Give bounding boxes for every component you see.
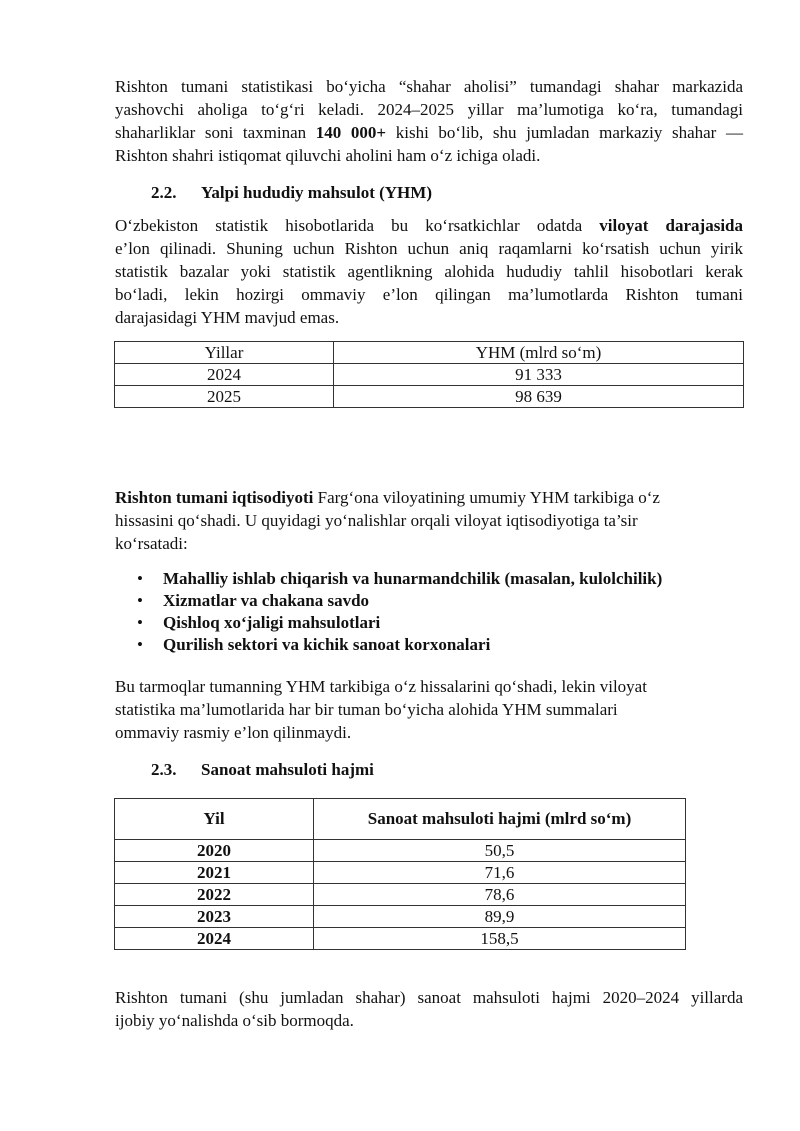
text-line: ommaviy rasmiy e’lon qilinmaydi. xyxy=(115,723,352,742)
table-row xyxy=(115,862,686,884)
text-line: e’lon qilinadi. Shuning uchun Rishton uchun aniq raqamlarni ko‘rsatish uchun yirik xyxy=(115,239,743,258)
table-header-cell: Sanoat mahsuloti hajmi (mlrd so‘m) xyxy=(314,799,686,840)
table-cell-value: 98 639 xyxy=(334,386,744,408)
text-line: yashovchi aholiga to‘g‘ri keladi. 2024–2025 yillar ma’lumotiga ko‘ra, tumandagi xyxy=(115,100,743,119)
text-line xyxy=(115,486,743,509)
text-line xyxy=(115,121,743,144)
table-header-cell: YHM (mlrd so‘m) xyxy=(334,342,744,364)
table-cell-value: 50,5 xyxy=(314,840,686,862)
text-line: Bu tarmoqlar tumanning YHM tarkibiga o‘z hissalarini qo‘shadi, lekin viloyat xyxy=(115,677,647,696)
section-heading-2-2 xyxy=(151,181,432,204)
table-row xyxy=(115,364,744,386)
ghp-paragraph xyxy=(115,214,743,329)
section-number: 2.3. xyxy=(151,760,177,779)
list-item xyxy=(115,568,662,590)
table-cell-year: 2024 xyxy=(115,928,314,950)
text-line: darajasidagi YHM mavjud emas. xyxy=(115,308,340,327)
table-row xyxy=(115,386,744,408)
list-item xyxy=(115,634,662,656)
section-number: 2.2. xyxy=(151,183,177,202)
text-line: hissasini qo‘shadi. U quyidagi yo‘nalishlar orqali viloyat iqtisodiyotiga ta’sir xyxy=(115,511,638,530)
text-segment: shaharliklar soni taxminan xyxy=(115,123,316,142)
table-cell-year: 2025 xyxy=(115,386,334,408)
industrial-output-table xyxy=(114,798,686,950)
list-item-text: Xizmatlar va chakana savdo xyxy=(163,591,370,610)
list-item-text: Qishloq xo‘jaligi mahsulotlari xyxy=(163,613,381,632)
section-title: Sanoat mahsuloti hajmi xyxy=(201,760,374,779)
bullet-icon: • xyxy=(137,635,143,654)
table-cell-year: 2022 xyxy=(115,884,314,906)
bullet-icon: • xyxy=(137,569,143,588)
table-header-cell: Yil xyxy=(115,799,314,840)
ghp-table xyxy=(114,341,744,408)
text-segment: kishi bo‘lib, shu jumladan markaziy shahar — xyxy=(386,123,743,142)
section-title: Yalpi hududiy mahsulot (YHM) xyxy=(201,183,432,202)
bold-phrase: viloyat darajasida xyxy=(599,216,743,235)
list-item xyxy=(115,590,662,612)
text-line: ijobiy yo‘nalishda o‘sib bormoqda. xyxy=(115,1011,354,1030)
list-item-text: Qurilish sektori va kichik sanoat korxonalari xyxy=(163,635,491,654)
table-header-cell: Yillar xyxy=(115,342,334,364)
table-header-row xyxy=(115,799,686,840)
text-segment: O‘zbekiston statistik hisobotlarida bu ko‘rsatkichlar odatda xyxy=(115,216,600,235)
table-cell-year: 2024 xyxy=(115,364,334,386)
economy-paragraph xyxy=(115,486,743,555)
bold-phrase: Rishton tumani iqtisodiyoti xyxy=(115,488,314,507)
text-line: Rishton tumani statistikasi bo‘yicha “shahar aholisi” tumandagi shahar markazida xyxy=(115,77,743,96)
sector-list xyxy=(115,568,662,656)
table-cell-year: 2021 xyxy=(115,862,314,884)
text-line: Rishton tumani (shu jumladan shahar) sanoat mahsuloti hajmi 2020–2024 yillarda xyxy=(115,988,743,1007)
table-cell-value: 71,6 xyxy=(314,862,686,884)
table-header-row xyxy=(115,342,744,364)
list-item xyxy=(115,612,662,634)
text-line xyxy=(115,214,743,237)
bullet-icon: • xyxy=(137,591,143,610)
bullet-icon: • xyxy=(137,613,143,632)
text-line: Rishton shahri istiqomat qiluvchi aholini ham o‘z ichiga oladi. xyxy=(115,146,541,165)
section-heading-2-3 xyxy=(151,758,374,781)
list-item-text: Mahalliy ishlab chiqarish va hunarmandchilik (masalan, kulolchilik) xyxy=(163,569,663,588)
table-cell-year: 2020 xyxy=(115,840,314,862)
text-line: ko‘rsatadi: xyxy=(115,534,188,553)
table-cell-value: 158,5 xyxy=(314,928,686,950)
table-row xyxy=(115,884,686,906)
text-segment: Farg‘ona viloyatining umumiy YHM tarkibiga o‘z xyxy=(313,488,660,507)
population-paragraph xyxy=(115,75,743,167)
table-cell-value: 89,9 xyxy=(314,906,686,928)
statistics-paragraph xyxy=(115,675,743,744)
text-line: statistik bazalar yoki statistik agentlikning alohida hududiy tahlil hisobotlari kerak xyxy=(115,262,743,281)
table-row xyxy=(115,928,686,950)
table-cell-year: 2023 xyxy=(115,906,314,928)
text-line: bo‘ladi, lekin hozirgi ommaviy e’lon qilingan ma’lumotlarda Rishton tumani xyxy=(115,285,743,304)
table-cell-value: 91 333 xyxy=(334,364,744,386)
text-line: statistika ma’lumotlarida har bir tuman bo‘yicha alohida YHM summalari xyxy=(115,700,618,719)
table-row xyxy=(115,840,686,862)
conclusion-paragraph xyxy=(115,986,743,1032)
table-row xyxy=(115,906,686,928)
population-count: 140 000+ xyxy=(315,123,387,142)
table-cell-value: 78,6 xyxy=(314,884,686,906)
